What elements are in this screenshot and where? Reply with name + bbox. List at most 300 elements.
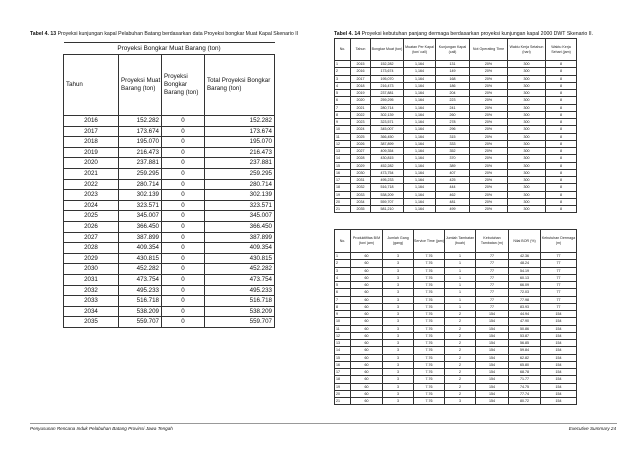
table-cell: 259.295: [205, 168, 275, 179]
table-cell: 2029: [351, 162, 371, 169]
table-cell: 300: [508, 68, 546, 75]
table-cell: 154: [541, 369, 577, 376]
table-cell: 3: [335, 267, 351, 274]
table-cell: 300: [508, 75, 546, 82]
table-cell: 154: [476, 390, 509, 397]
table-cell: 173,674: [371, 68, 404, 75]
table-row: [335, 296, 577, 303]
table-cell: 195.070: [205, 137, 275, 148]
table-cell: 300: [508, 126, 546, 133]
table-cell: 77: [476, 289, 509, 296]
table-cell: 77.98: [509, 296, 541, 303]
rt2-col-jumlah-gang: Jumlah Gang (gang): [383, 230, 414, 253]
table-cell: 77: [541, 303, 577, 310]
table-cell: 302,139: [371, 111, 404, 118]
table-cell: 77: [541, 289, 577, 296]
table-row: [335, 318, 577, 325]
table-cell: 18: [335, 184, 351, 191]
table-cell: 20%: [470, 206, 508, 213]
table-cell: 12: [335, 140, 351, 147]
rt2-col-kebutuhan-dermaga: Kebutuhan Dermaga (m): [541, 230, 577, 253]
kunjungan-kapal-table: [334, 38, 577, 213]
table-cell: 3: [383, 303, 414, 310]
table-cell: 0: [162, 274, 205, 285]
table-cell: 300: [508, 140, 546, 147]
table-cell: 19: [335, 191, 351, 198]
table-cell: 5: [335, 90, 351, 97]
table-cell: 2026: [351, 140, 371, 147]
table-row: [64, 158, 275, 169]
table-cell: 0: [162, 285, 205, 296]
table-cell: 20%: [470, 133, 508, 140]
table-cell: 2: [445, 369, 476, 376]
table-row: [335, 198, 577, 205]
table-cell: 20%: [470, 169, 508, 176]
table-cell: 2033: [351, 191, 371, 198]
table-cell: 20%: [470, 111, 508, 118]
table-cell: 14: [335, 347, 351, 354]
table-cell: 2015: [351, 61, 371, 68]
table-cell: 260: [436, 111, 470, 118]
table-cell: 8: [546, 169, 577, 176]
table-cell: 2021: [351, 104, 371, 111]
table-cell: 352: [436, 148, 470, 155]
table-cell: 77: [476, 296, 509, 303]
table-cell: 7.76: [414, 347, 445, 354]
table-cell: 387,899: [371, 140, 404, 147]
table-cell: 7: [335, 296, 351, 303]
table-cell: 280.714: [119, 179, 162, 190]
table-cell: 7: [335, 104, 351, 111]
left-caption-text: Proyeksi kunjungan kapal Pelabuhan Batang berdasarkan data Proyeksi bongkar Muat Kapal Skenario II: [56, 31, 299, 37]
table-row: [64, 264, 275, 275]
table-cell: 0: [162, 158, 205, 169]
table-cell: 302.139: [119, 190, 162, 201]
table-cell: 77: [541, 253, 577, 260]
table-cell: 152.282: [205, 116, 275, 127]
table-cell: 6: [335, 97, 351, 104]
table-cell: 237,881: [371, 90, 404, 97]
table-cell: 8: [546, 184, 577, 191]
table-cell: 345,007: [371, 126, 404, 133]
table-cell: 8: [546, 177, 577, 184]
table-cell: 2: [445, 347, 476, 354]
footer-right: Executive Summary 24: [568, 426, 616, 431]
table-cell: 17: [335, 369, 351, 376]
table-cell: 2028: [64, 243, 119, 254]
table-cell: 1,164: [404, 148, 436, 155]
table-cell: 3: [383, 332, 414, 339]
table-cell: 387.899: [205, 232, 275, 243]
table-cell: 1,164: [404, 191, 436, 198]
table-cell: 0: [162, 232, 205, 243]
table-cell: 3: [383, 289, 414, 296]
table-cell: 0: [162, 200, 205, 211]
table-cell: 3: [383, 325, 414, 332]
table-cell: 333: [436, 140, 470, 147]
table-row: [335, 253, 577, 260]
table-cell: 1,164: [404, 119, 436, 126]
table-cell: 2021: [64, 168, 119, 179]
table-cell: 473,754: [371, 169, 404, 176]
table-cell: 195,070: [371, 75, 404, 82]
table-cell: 366.450: [119, 221, 162, 232]
table-cell: 300: [508, 148, 546, 155]
table-cell: 300: [508, 82, 546, 89]
table-row: [335, 61, 577, 68]
table-row: [335, 206, 577, 213]
table-cell: 300: [508, 198, 546, 205]
right-caption-text: Proyeksi kebutuhan panjang dermaga berdasarkan proyeksi kunjungan kapal 2000 DWT Skenario II.: [360, 31, 594, 37]
table-cell: 154: [476, 398, 509, 405]
table-cell: 20%: [470, 126, 508, 133]
table-cell: 8: [546, 133, 577, 140]
table-cell: 223: [436, 97, 470, 104]
table-row: [64, 317, 275, 328]
table-cell: 60: [351, 398, 383, 405]
table-cell: 60: [351, 361, 383, 368]
table-cell: 1,164: [404, 97, 436, 104]
table-cell: 74.75: [509, 383, 541, 390]
kebutuhan-dermaga-table: [334, 229, 577, 405]
table-cell: 2027: [64, 232, 119, 243]
table-cell: 0: [162, 147, 205, 158]
table-cell: 60: [351, 318, 383, 325]
table-cell: 7.76: [414, 267, 445, 274]
table-cell: 9: [335, 119, 351, 126]
table-cell: 154: [541, 383, 577, 390]
table-cell: 80.72: [509, 398, 541, 405]
table-cell: 2031: [351, 177, 371, 184]
table-cell: 8: [546, 148, 577, 155]
table-cell: 1,164: [404, 155, 436, 162]
table-cell: 8: [546, 162, 577, 169]
table-cell: 2027: [351, 148, 371, 155]
table-cell: 7.76: [414, 332, 445, 339]
table-cell: 168: [436, 75, 470, 82]
table-cell: 50.86: [509, 325, 541, 332]
table-cell: 1: [335, 61, 351, 68]
table-cell: 473.754: [119, 274, 162, 285]
table-row: [335, 282, 577, 289]
table-cell: 8: [546, 126, 577, 133]
table-cell: 300: [508, 111, 546, 118]
table-cell: 7.76: [414, 354, 445, 361]
table-row: [335, 354, 577, 361]
rt1-col-kunjungan: Kunjungan Kapal (call): [436, 39, 470, 61]
table-cell: 259,295: [371, 97, 404, 104]
table-cell: 300: [508, 155, 546, 162]
table-cell: 452.282: [119, 264, 162, 275]
table-cell: 278: [436, 119, 470, 126]
table-cell: 2: [445, 311, 476, 318]
table-cell: 1,164: [404, 126, 436, 133]
table-cell: 77: [476, 267, 509, 274]
table-row: [335, 97, 577, 104]
table-cell: 2034: [351, 198, 371, 205]
table-cell: 20%: [470, 90, 508, 97]
table-cell: 77: [541, 267, 577, 274]
table-cell: 3: [383, 383, 414, 390]
table-cell: 12: [335, 332, 351, 339]
table-cell: 60: [351, 347, 383, 354]
table-cell: 323.571: [205, 200, 275, 211]
table-cell: 2028: [351, 155, 371, 162]
table-cell: 2018: [351, 82, 371, 89]
table-cell: 77: [541, 274, 577, 281]
footer-divider: [30, 423, 617, 424]
rt1-col-waktu-sehari: Waktu Kerja Sehari (jam): [546, 39, 577, 61]
table-cell: 77: [476, 303, 509, 310]
table-cell: 7.76: [414, 289, 445, 296]
table-cell: 1,164: [404, 177, 436, 184]
table-cell: 389: [436, 162, 470, 169]
table-cell: 300: [508, 191, 546, 198]
table-cell: 2035: [351, 206, 371, 213]
table-cell: 370: [436, 155, 470, 162]
table-cell: 7.76: [414, 303, 445, 310]
rt2-col-jumlah-tambatan: Jumlah Tambatan (buah): [445, 230, 476, 253]
table-cell: 48.24: [509, 260, 541, 267]
table-cell: 3: [383, 267, 414, 274]
footer-left: Penyusunan Rencana Induk Pelabuhan Batang Provinsi Jawa Tengah: [30, 426, 173, 431]
table-cell: 516,718: [371, 184, 404, 191]
table-row: [335, 140, 577, 147]
table-cell: 2017: [64, 126, 119, 137]
table-cell: 516.718: [119, 296, 162, 307]
table-row: [335, 289, 577, 296]
table-cell: 2016: [64, 116, 119, 127]
table-cell: 20%: [470, 68, 508, 75]
table-cell: 154: [541, 325, 577, 332]
table-cell: 7.76: [414, 311, 445, 318]
table-cell: 296: [436, 126, 470, 133]
table-cell: 7.76: [414, 383, 445, 390]
table-row: [335, 68, 577, 75]
table-cell: 47.90: [509, 318, 541, 325]
table-cell: 8: [546, 198, 577, 205]
table-cell: 3: [383, 398, 414, 405]
table-cell: 2: [335, 68, 351, 75]
table-cell: 1,164: [404, 162, 436, 169]
table-row: [335, 398, 577, 405]
table-cell: 7.76: [414, 376, 445, 383]
table-cell: 1: [445, 282, 476, 289]
table-cell: 20%: [470, 191, 508, 198]
table-row: [64, 285, 275, 296]
table-cell: 241: [436, 104, 470, 111]
table-cell: 16: [335, 169, 351, 176]
table-cell: 430,815: [371, 155, 404, 162]
table-cell: 2025: [351, 133, 371, 140]
table-cell: 0: [162, 264, 205, 275]
table-row: [335, 303, 577, 310]
table-cell: 56.85: [509, 340, 541, 347]
table-cell: 2024: [64, 200, 119, 211]
table-cell: 237.881: [119, 158, 162, 169]
table-cell: 1,164: [404, 206, 436, 213]
table-cell: 60: [351, 289, 383, 296]
table-cell: 345.007: [119, 211, 162, 222]
table-row: [335, 376, 577, 383]
table-cell: 65.80: [509, 361, 541, 368]
table-cell: 60: [351, 325, 383, 332]
table-cell: 131: [436, 61, 470, 68]
table-cell: 154: [476, 311, 509, 318]
table-cell: 154: [541, 354, 577, 361]
table-cell: 216.473: [205, 147, 275, 158]
table-cell: 1,164: [404, 61, 436, 68]
table-cell: 302.139: [205, 190, 275, 201]
table-cell: 3: [383, 274, 414, 281]
table-cell: 20%: [470, 148, 508, 155]
table-cell: 71.77: [509, 376, 541, 383]
table-cell: 154: [541, 332, 577, 339]
table-cell: 7.76: [414, 369, 445, 376]
table-cell: 1,164: [404, 82, 436, 89]
table-cell: 154: [476, 340, 509, 347]
table-cell: 3: [383, 354, 414, 361]
table-cell: 2034: [64, 306, 119, 317]
table-row: [64, 126, 275, 137]
table-cell: 60: [351, 260, 383, 267]
table-cell: 8: [546, 111, 577, 118]
table-cell: 8: [335, 111, 351, 118]
rt2-col-produktifitas: Produktifitas B/M (ton/ jam): [351, 230, 383, 253]
table-cell: 2016: [351, 68, 371, 75]
table-row: [64, 190, 275, 201]
table-row: [335, 126, 577, 133]
table-cell: 0: [162, 190, 205, 201]
table-cell: 2032: [351, 184, 371, 191]
table-cell: 20%: [470, 82, 508, 89]
table-cell: 20%: [470, 140, 508, 147]
table-cell: 473.754: [205, 274, 275, 285]
table-cell: 8: [546, 140, 577, 147]
table-cell: 2: [445, 332, 476, 339]
table-cell: 20: [335, 390, 351, 397]
table-cell: 2023: [351, 119, 371, 126]
table-cell: 7.76: [414, 318, 445, 325]
table-cell: 2017: [351, 75, 371, 82]
table-cell: 8: [546, 97, 577, 104]
table-cell: 300: [508, 206, 546, 213]
table-row: [335, 347, 577, 354]
table-cell: 154: [541, 318, 577, 325]
table-row: [335, 274, 577, 281]
table-cell: 154: [476, 361, 509, 368]
table-cell: 8: [546, 155, 577, 162]
table-cell: 173.674: [119, 126, 162, 137]
table-cell: 1,164: [404, 111, 436, 118]
table-cell: 15: [335, 354, 351, 361]
table-cell: 2025: [64, 211, 119, 222]
table-cell: 20%: [470, 104, 508, 111]
table-cell: 60: [351, 369, 383, 376]
table-cell: 154: [541, 340, 577, 347]
table-cell: 2020: [64, 158, 119, 169]
table-cell: 154: [541, 390, 577, 397]
table-cell: 315: [436, 133, 470, 140]
table-cell: 3: [445, 398, 476, 405]
table-cell: 300: [508, 184, 546, 191]
table-row: [64, 211, 275, 222]
table-cell: 18: [335, 376, 351, 383]
table-row: [335, 340, 577, 347]
table-cell: 9: [335, 311, 351, 318]
table-cell: 5: [335, 282, 351, 289]
table-cell: 387.899: [119, 232, 162, 243]
table-cell: 60: [351, 340, 383, 347]
table-cell: 2024: [351, 126, 371, 133]
table-cell: 3: [383, 361, 414, 368]
table-row: [335, 119, 577, 126]
table-cell: 300: [508, 90, 546, 97]
table-cell: 77.74: [509, 390, 541, 397]
table-cell: 280,714: [371, 104, 404, 111]
table-cell: 409.354: [119, 243, 162, 254]
table-cell: 2: [445, 354, 476, 361]
table-cell: 481: [436, 198, 470, 205]
rt2-col-nilai-bor: Nilai BOR (%): [509, 230, 541, 253]
table-cell: 0: [162, 211, 205, 222]
table-cell: 2019: [64, 147, 119, 158]
table-cell: 6: [335, 289, 351, 296]
table-cell: 8: [546, 104, 577, 111]
table-cell: 154: [476, 347, 509, 354]
table-cell: 20%: [470, 75, 508, 82]
table-row: [64, 296, 275, 307]
table-cell: 259.295: [119, 168, 162, 179]
table-cell: 0: [162, 179, 205, 190]
table-cell: 3: [383, 390, 414, 397]
table-cell: 0: [162, 253, 205, 264]
table-cell: 1,164: [404, 140, 436, 147]
table-cell: 2: [445, 361, 476, 368]
table-cell: 452.282: [205, 264, 275, 275]
table-cell: 409,354: [371, 148, 404, 155]
table-cell: 237.881: [205, 158, 275, 169]
table-cell: 60: [351, 383, 383, 390]
table-cell: 3: [383, 340, 414, 347]
table-cell: 2031: [64, 274, 119, 285]
table-cell: 581,210: [371, 206, 404, 213]
table-cell: 495.233: [205, 285, 275, 296]
table-row: [335, 104, 577, 111]
table-cell: 7.76: [414, 253, 445, 260]
table-row: [335, 369, 577, 376]
table-cell: 425: [436, 177, 470, 184]
right-table-caption: [334, 31, 593, 37]
table-cell: 20%: [470, 61, 508, 68]
table-cell: 0: [162, 243, 205, 254]
table-cell: 8: [546, 119, 577, 126]
table-cell: 0: [162, 296, 205, 307]
table-cell: 20%: [470, 162, 508, 169]
table-row: [335, 184, 577, 191]
table-row: [335, 75, 577, 82]
table-cell: 60: [351, 282, 383, 289]
table-cell: 7.76: [414, 398, 445, 405]
group-header: Proyeksi Bongkar Muat Barang (ton): [64, 43, 275, 55]
table-row: [335, 390, 577, 397]
table-cell: 19: [335, 383, 351, 390]
table-cell: 2019: [351, 90, 371, 97]
table-cell: 8: [546, 191, 577, 198]
rt1-col-no: No.: [335, 39, 351, 61]
rt1-col-bongkar-muat: Bongkar Muat (ton): [371, 39, 404, 61]
table-row: [335, 111, 577, 118]
